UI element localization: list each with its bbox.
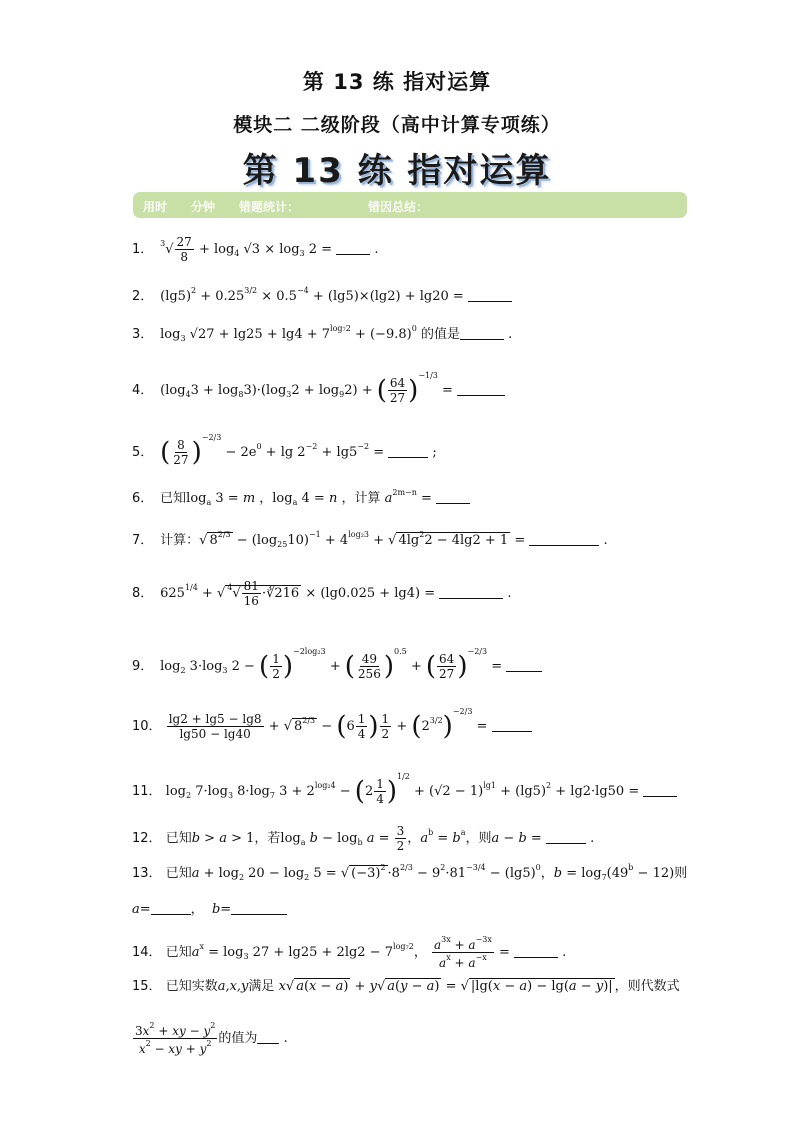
question-15: 15． 已知实数a,x,y满足 x√ a(x − a) + y√ a(y − a) = √ |lg(x − a) − lg(a − y)| ，则代数式 — [132, 979, 680, 994]
question-12: 12． 已知b > a > 1，若$\log_a b - \log_b a$ = $\frac{3}{2}$ ，$a^b = b^a$，则a − b = . — [132, 824, 595, 853]
question-3: 3． $\log_3 √27 + \lg 25 + \lg 4 + 7^{log_72} + (-9.8)^0$ 的值是 . — [132, 324, 513, 343]
question-14: 14． 已知$a^x = \log_3 27 + \lg 25 + 2\lg 2 - 7^{log_72}$， $\frac{a^{3x} + a^{-3x}}{a^x + a^{-x}}$ = . — [132, 935, 567, 970]
module-subtitle: 模块二 二级阶段（高中计算专项练） — [233, 114, 561, 136]
info-bar — [133, 192, 687, 218]
question-13-answers: a= ， b= — [132, 903, 287, 916]
question-11: 11． $\log_2 7\cdot\log_3$ $8\cdot\log_7$ $3 + 2^{log_24} - (2$ $\frac{1}{4}$ )$^{1/2} + (√2 - 1)^{lg1} + (\lg 5)^2 + \lg 2\cdot\lg 50$ = — [132, 773, 677, 805]
question-15-continued: $\frac{3x^2 + xy - y^2}{x^2 - xy + y^2}$ 的值为 . — [135, 1021, 288, 1056]
question-4: 4． $(\log_43 + \log_83)\cdot(\log_32 + \log_92)$ + ( $\frac{64}{27}$ )$^{-1/3}$ = — [132, 372, 505, 404]
question-8: 8． $625^{1/4}$ + √ $^4$√ $\frac{81}{16}$ ·∛216 × (lg0.025 + lg4) = . — [132, 579, 512, 608]
time-label: 用时 — [143, 200, 168, 214]
question-10: 10． $\frac{\lg 2 + \lg 5 - \lg 8}{\lg 50 - \lg 40}$ + √ $8^{2/3} - (6$ $\frac{1}{4}$ ) $\frac{1}{2}$ + $(2^{3/2})^{-2/3}$ = — [132, 708, 532, 740]
error-summary-label: 错因总结： — [368, 200, 429, 214]
error-stats-label: 错题统计： — [239, 200, 300, 214]
question-13: 13． 已知$a + \log_2 20 - \log_2 5$ = √ $(-3)^2 \cdot 8^{2/3} - 9^2\cdot 81^{-3/4} - (\lg 5)^0$，$b = \log_7(49^b - 12)$则 — [132, 863, 688, 882]
question-6: 6． 已知$\log_a 3 = m$ ，$\log_a 4 = n$ ，计算 $a^{2m-n}$ = — [132, 489, 470, 507]
question-1: 1． $^3$√ $\frac{27}{8}$ + $\log_4 √3 \times \log_3 2$ = . — [132, 235, 379, 264]
question-2: 2． $(\lg 5)^2 + 0.25^{3/2} \times 0.5^{-4} + (\lg 5)\times(\lg 2) + \lg 20$ = — [132, 287, 512, 303]
question-7: 7． 计算：√ $8^{2/3} - (\log_{25}10)^{-1} + 4^{log_23}$ + √ $4\lg^22 - 4\lg 2 + 1$ = . — [132, 530, 608, 549]
page-title-small: 第 13 练 指对运算 — [302, 70, 492, 94]
question-5: 5． ( $\frac{8}{27}$ )$^{-2/3} - 2e^0 + \lg 2^{-2} + \lg 5^{-2}$ = ; — [132, 433, 437, 468]
question-9: 9． $\log_2 3\cdot\log_3$ 2 − ( $\frac{1}{2}$ )$^{-2log_23}$ + ( $\frac{49}{256}$ )$^{0.5}$ + ( $\frac{64}{27}$ )$^{-2/3}$ = — [132, 648, 542, 680]
minutes-label: 分钟 — [191, 200, 216, 214]
page-title-large: 第 13 练 指对运算 — [242, 151, 552, 191]
